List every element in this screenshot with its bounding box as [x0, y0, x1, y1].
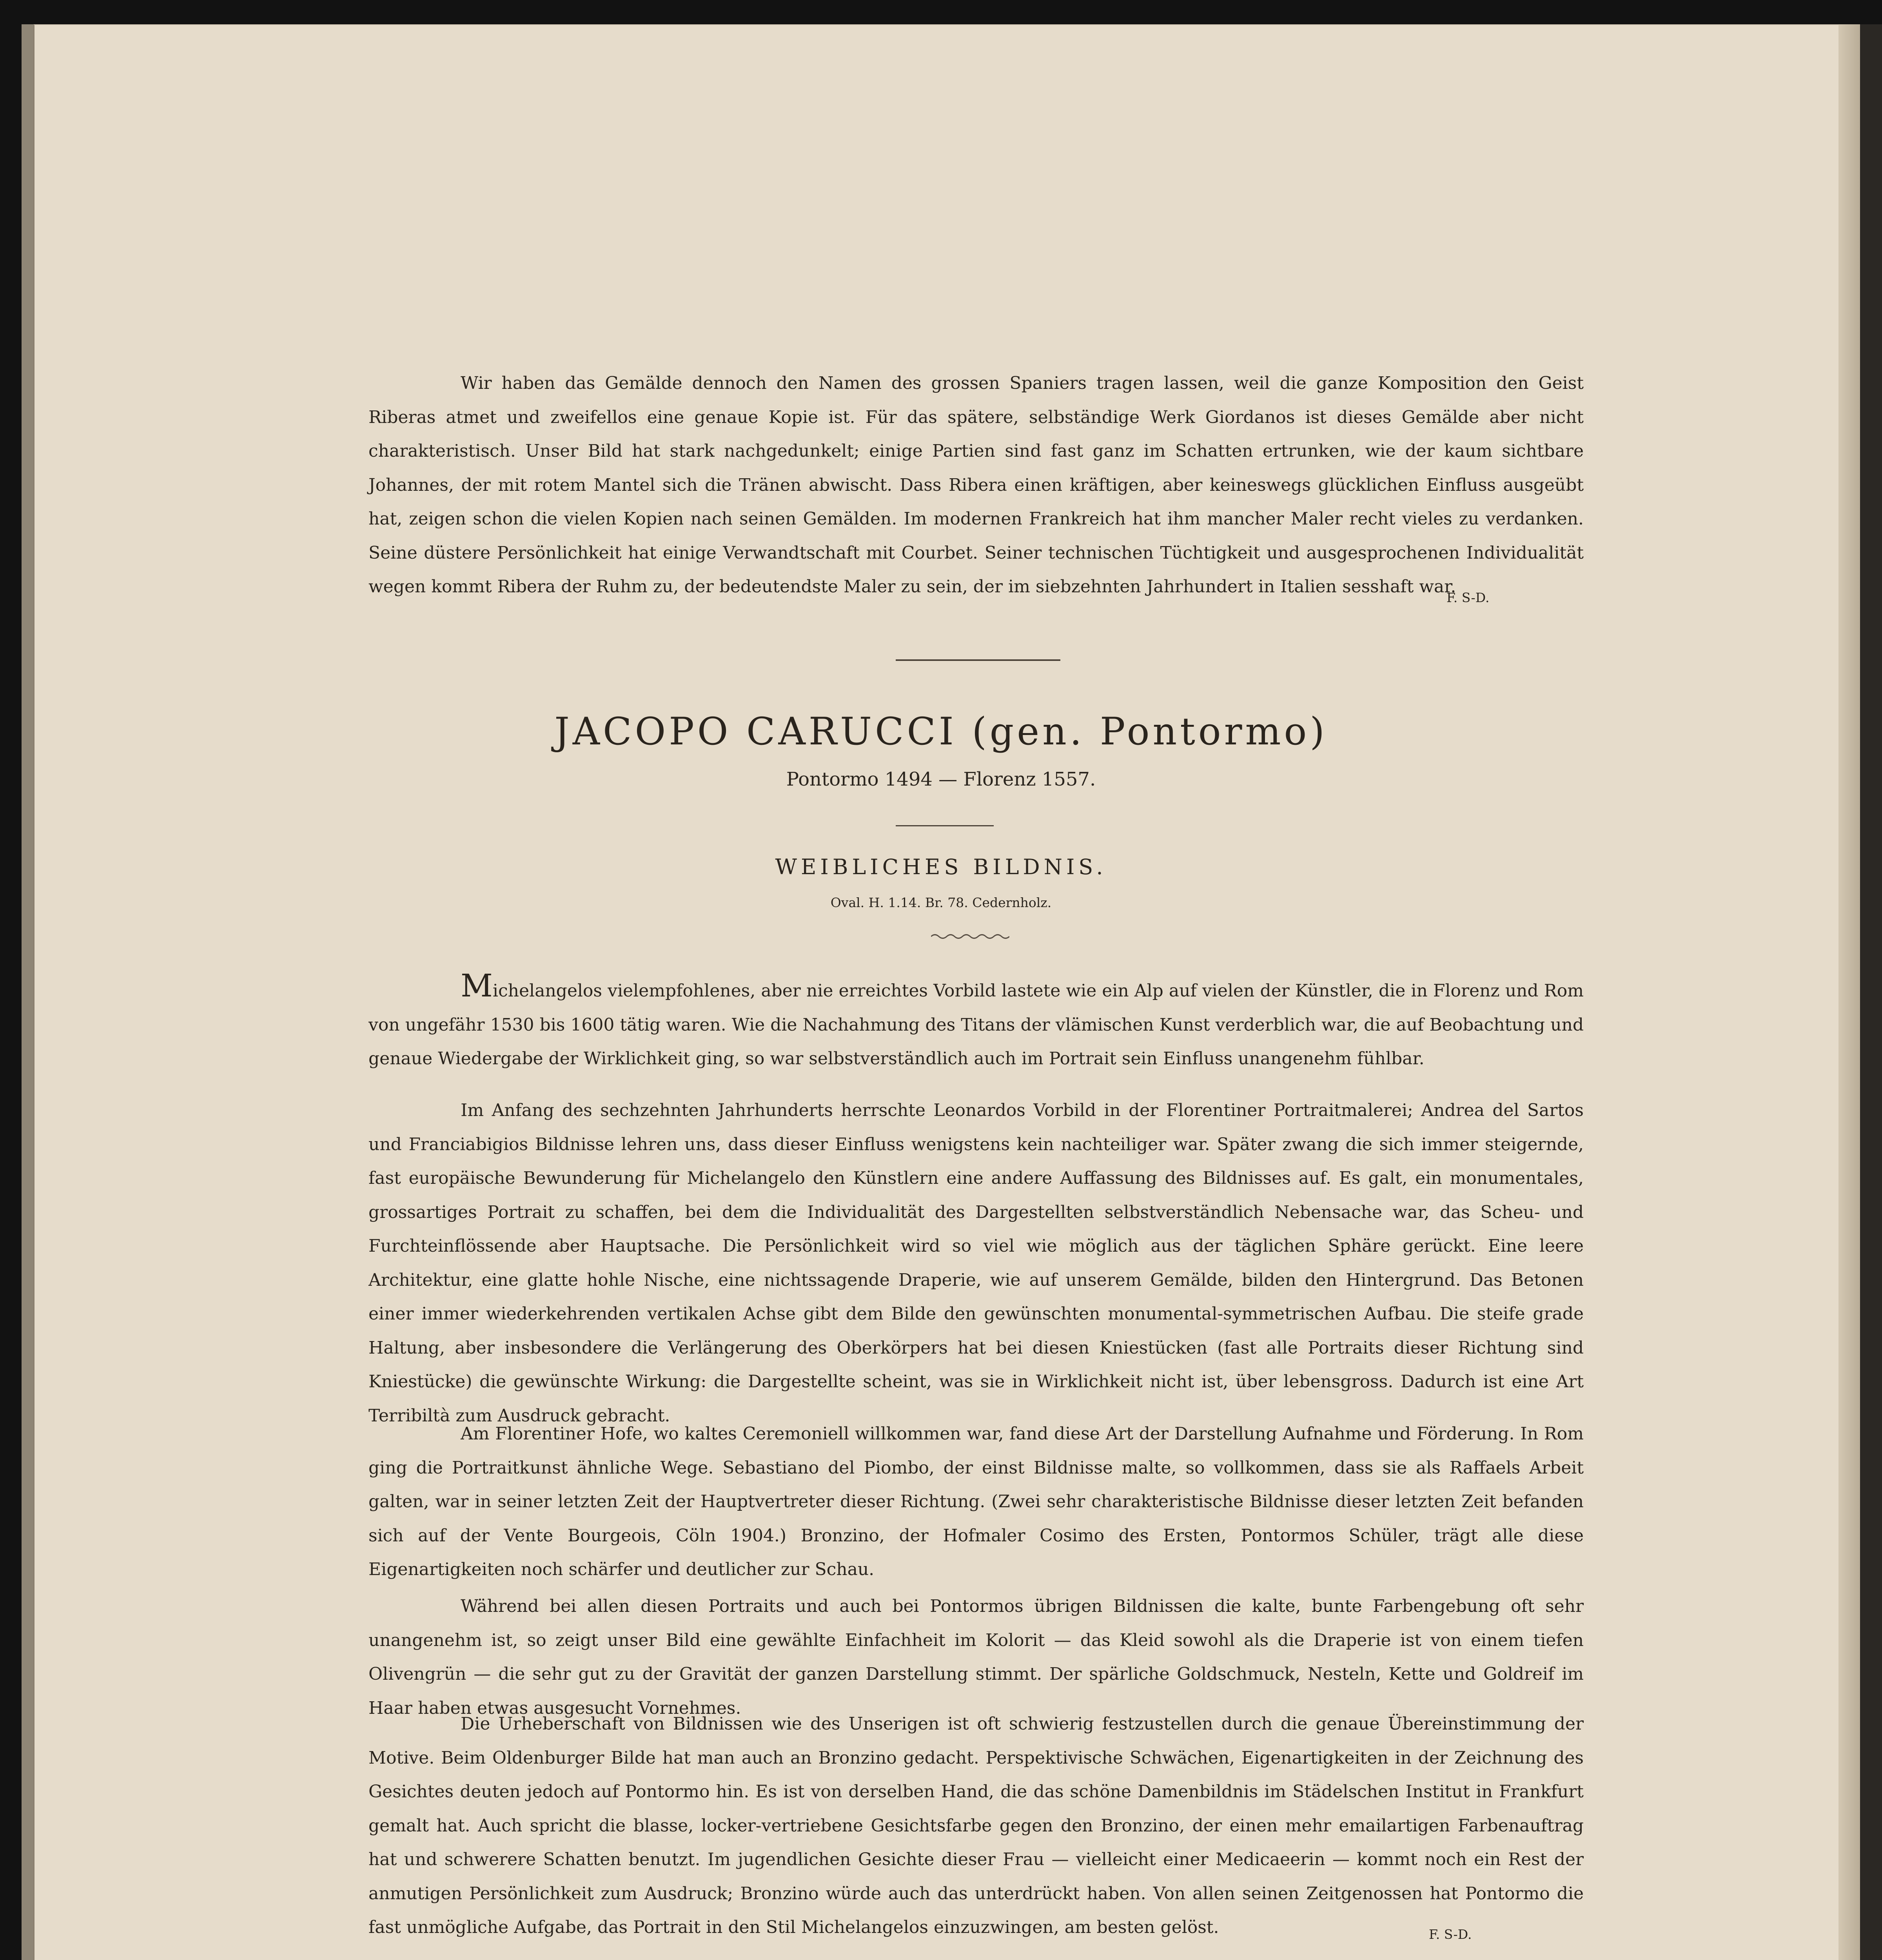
body-paragraph-2: Im Anfang des sechzehnten Jahrhunderts herrschte Leonardos Vorbild in der Florentiner Portraitmalerei; Andrea del Sartos und Franciabigios Bildnisse lehren uns, dass dieser Einfluss wenigstens kein nachteiliger war. Später zwang die sich immer steigernde, fast europäische Bewunderung für Michelangelo den Künstlern eine andere Auffassung des Bildnisses auf. Es galt, ein monumentales, grossartiges Portrait zu schaffen, bei dem die Individualität des Dargestellten selbstverständlich Nebensache war, das Scheu- und Furchteinflössende aber Hauptsache. Die Persönlichkeit wird so viel wie möglich aus der täglichen Sphäre gerückt. Eine leere Architektur, eine glatte hohle Nische, eine nichtssagende Draperie, wie auf unserem Gemälde, bilden den Hintergrund. Das Betonen einer immer wiederkehrenden vertikalen Achse gibt dem Bilde den gewünschten monumental-symmetrischen Aufbau. Die steife grade Haltung, aber insbesondere die Verlängerung des Oberkörpers hat bei diesen Kniestücken (fast alle Portraits dieser Richtung sind Kniestücke) die gewünschte Wirkung: die Dargestellte scheint, was sie in Wirklichkeit nicht ist, über lebensgross. Dadurch ist eine Art Terribiltà zum Ausdruck gebracht.	[368, 1100, 1584, 1426]
body-paragraph-3: Am Florentiner Hofe, wo kaltes Ceremoniell willkommen war, fand diese Art der Darstellung Aufnahme und Förderung. In Rom ging die Portraitkunst ähnliche Wege. Sebastiano del Piombo, der einst Bildnisse malte, so vollkommen, dass sie als Raffaels Arbeit galten, war in seiner letzten Zeit der Hauptvertreter dieser Richtung. (Zwei sehr charakteristische Bildnisse dieser letzten Zeit befanden sich auf der Vente Bourgeois, Cöln 1904.) Bronzino, der Hofmaler Cosimo des Ersten, Pontormos Schüler, trägt alle diese Eigenartigkeiten noch schärfer und deutlicher zur Schau.	[368, 1424, 1584, 1579]
intro-signature: F. S-D.	[1446, 590, 1490, 605]
artist-dates: Pontormo 1494 — Florenz 1557.	[786, 768, 1096, 790]
drop-cap-initial: M	[461, 967, 493, 1004]
work-title: WEIBLICHES BILDNIS.	[775, 855, 1107, 879]
section-divider	[896, 659, 1060, 661]
artist-name: JACOPO CARUCCI (gen. Pontormo)	[554, 710, 1328, 753]
book-spine-edge	[22, 24, 34, 1960]
body-paragraph-1-text: ichelangelos vielempfohlenes, aber nie erreichtes Vorbild lastete wie ein Alp auf vielen der Künstler, die in Florenz und Rom von ungefähr 1530 bis 1600 tätig waren. Wie die Nachahmung des Titans der vlämischen Kunst verderblich war, die auf Beobachtung und genaue Wiedergabe der Wirklichkeit ging, so war selbstverständlich auch im Portrait sein Einfluss unangenehm fühlbar.	[368, 981, 1584, 1069]
body-signature: F. S-D.	[1429, 1927, 1472, 1942]
body-paragraph-1	[368, 967, 1584, 1076]
body-paragraph-4: Während bei allen diesen Portraits und auch bei Pontormos übrigen Bildnissen die kalte, bunte Farbengebung oft sehr unangenehm ist, so zeigt unser Bild eine gewählte Einfachheit im Kolorit — das Kleid sowohl als die Draperie ist von einem tiefen Olivengrün — die sehr gut zu der Gravität der ganzen Darstellung stimmt. Der spärliche Goldschmuck, Nesteln, Kette und Goldreif im Haar haben etwas ausgesucht Vornehmes.	[368, 1596, 1584, 1718]
title-divider	[896, 825, 994, 826]
ornament-wave	[931, 932, 1009, 941]
page-outer-edge	[1860, 24, 1882, 1960]
intro-paragraph: Wir haben das Gemälde dennoch den Namen des grossen Spaniers tragen lassen, weil die ganze Komposition den Geist Riberas atmet und zweifellos eine genaue Kopie ist. Für das spätere, selbständige Werk Giordanos ist dieses Gemälde aber nicht charakteristisch. Unser Bild hat stark nachgedunkelt; einige Partien sind fast ganz im Schatten ertrunken, wie der kaum sichtbare Johannes, der mit rotem Mantel sich die Tränen abwischt. Dass Ribera einen kräftigen, aber keineswegs glücklichen Einfluss ausgeübt hat, zeigen schon die vielen Kopien nach seinen Gemälden. Im modernen Frankreich hat ihm mancher Maler recht vieles zu verdanken. Seine düstere Persönlichkeit hat einige Verwandtschaft mit Courbet. Seiner technischen Tüchtigkeit und ausgesprochenen Individualität wegen kommt Ribera der Ruhm zu, der bedeutendste Maler zu sein, der im siebzehnten Jahrhundert in Italien sesshaft war.	[368, 373, 1584, 597]
work-meta: Oval. H. 1.14. Br. 78. Cedernholz.	[830, 895, 1052, 910]
body-paragraph-5: Die Urheberschaft von Bildnissen wie des Unserigen ist oft schwierig festzustellen durch die genaue Übereinstimmung der Motive. Beim Oldenburger Bilde hat man auch an Bronzino gedacht. Perspektivische Schwächen, Eigenartigkeiten in der Zeichnung des Gesichtes deuten jedoch auf Pontormo hin. Es ist von derselben Hand, die das schöne Damenbildnis im Städelschen Institut in Frankfurt gemalt hat. Auch spricht die blasse, locker-vertriebene Gesichtsfarbe gegen den Bronzino, der einen mehr emailartigen Farbenauftrag hat und schwerere Schatten benutzt. Im jugendlichen Gesichte dieser Frau — vielleicht einer Medicaeerin — kommt noch ein Rest der anmutigen Persönlichkeit zum Ausdruck; Bronzino würde auch das unterdrückt haben. Von allen seinen Zeitgenossen hat Pontormo die fast unmögliche Aufgabe, das Portrait in den Stil Michelangelos einzuzwingen, am besten gelöst.	[368, 1714, 1584, 1937]
